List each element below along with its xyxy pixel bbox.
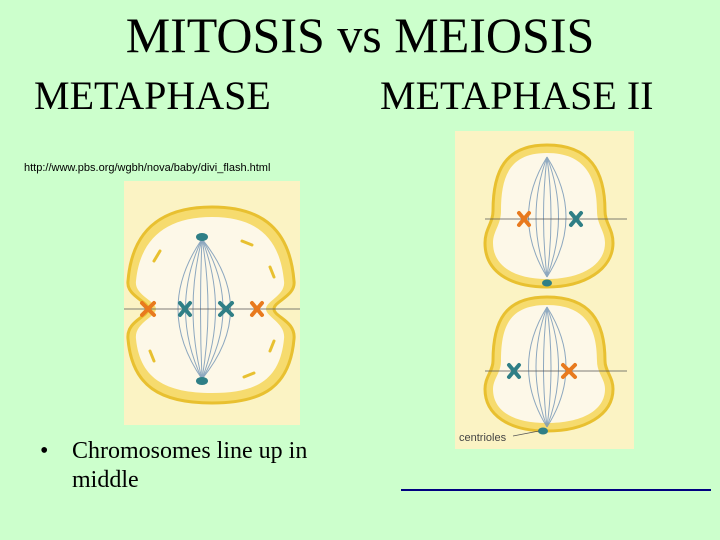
slide-title: MITOSIS vs MEIOSIS (125, 7, 595, 63)
answer-blank-line (401, 489, 711, 491)
bullet-marker: • (40, 438, 49, 464)
bullet-text: Chromosomes line up in middle (72, 438, 308, 493)
source-url-link[interactable]: http://www.pbs.org/wgbh/nova/baby/divi_flash.html (24, 162, 271, 174)
meiosis-heading: METAPHASE II (380, 73, 654, 118)
mitosis-metaphase-figure (124, 181, 300, 425)
centrioles-label: centrioles (459, 432, 507, 444)
meiosis-metaphase-ii-figure (455, 131, 634, 449)
mitosis-heading: METAPHASE (34, 73, 271, 118)
